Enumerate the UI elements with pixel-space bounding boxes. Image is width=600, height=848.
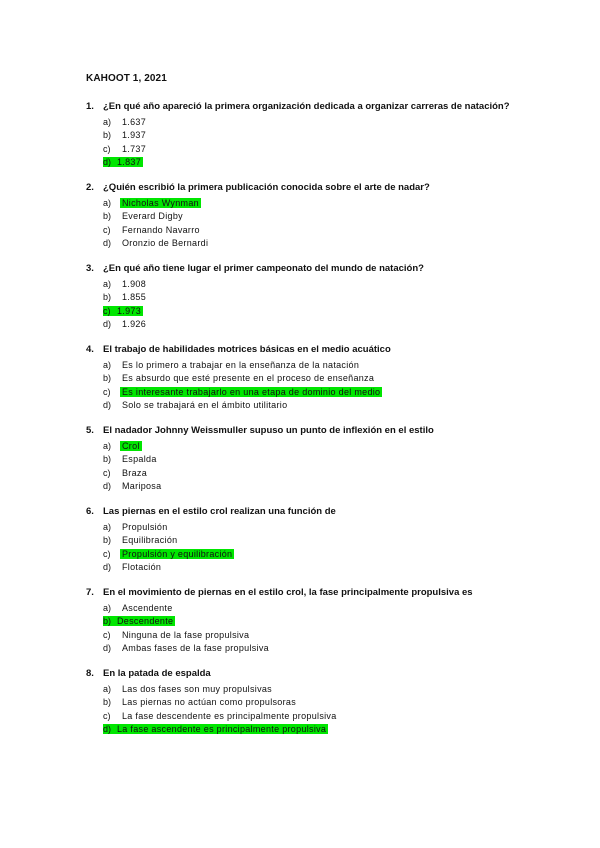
question-number: 2. — [86, 182, 94, 193]
option-letter: d) — [103, 400, 112, 411]
option-letter: c) — [103, 629, 111, 640]
question-number: 7. — [86, 587, 94, 598]
option-text: Las piernas no actúan como propulsoras — [122, 697, 296, 708]
option-letter: a) — [103, 279, 112, 289]
option-letter: b) — [103, 211, 112, 222]
option-letter: b) — [103, 373, 112, 384]
question-block — [86, 506, 586, 576]
question-header — [86, 668, 586, 682]
answer-option — [86, 522, 586, 535]
option-letter: c) — [103, 386, 111, 397]
question-text: En el movimiento de piernas en el estilo crol, la fase principalmente propulsiva es — [103, 587, 473, 598]
question-number: 8. — [86, 668, 94, 679]
option-text: Mariposa — [122, 481, 162, 492]
document-title: KAHOOT 1, 2021 — [86, 73, 167, 84]
answer-option — [86, 630, 586, 643]
answer-option — [86, 643, 586, 656]
option-text: Fernando Navarro — [122, 224, 200, 235]
question-block — [86, 263, 586, 333]
option-letter: d) — [103, 238, 112, 249]
option-letter: c) — [103, 548, 111, 559]
answer-option — [86, 481, 586, 494]
option-text: Crol — [122, 441, 140, 451]
answer-option — [86, 130, 586, 143]
option-text: Solo se trabajará en el ámbito utilitario — [122, 400, 288, 411]
option-letter: a) — [103, 198, 112, 208]
answer-option — [86, 454, 586, 467]
option-text: 1.973 — [117, 305, 142, 316]
option-letter: d) — [103, 643, 112, 654]
answer-option-correct — [86, 306, 586, 319]
answer-option — [86, 373, 586, 386]
option-letter: b) — [103, 292, 112, 303]
answer-option — [86, 468, 586, 481]
question-block — [86, 668, 586, 738]
option-text: Equilibración — [122, 535, 178, 546]
option-text: Ninguna de la fase propulsiva — [122, 629, 250, 640]
option-letter: d) — [103, 319, 112, 330]
option-letter: c) — [103, 467, 111, 478]
option-letter: a) — [103, 684, 112, 694]
answer-option — [86, 292, 586, 305]
option-letter: d) — [103, 157, 117, 167]
answer-option — [86, 684, 586, 697]
question-block — [86, 587, 586, 657]
option-letter: a) — [103, 117, 112, 127]
option-text: 1.855 — [122, 292, 147, 303]
answer-option — [86, 562, 586, 575]
question-header — [86, 101, 586, 115]
option-letter: b) — [103, 697, 112, 708]
answer-option — [86, 225, 586, 238]
question-block — [86, 344, 586, 414]
option-text: 1.637 — [122, 117, 147, 127]
question-text: El nadador Johnny Weissmuller supuso un punto de inflexión en el estilo — [103, 425, 434, 436]
answer-option-correct — [86, 157, 586, 170]
answer-option — [86, 238, 586, 251]
answer-option-correct — [86, 724, 586, 737]
option-text: Es interesante trabajarlo en una etapa de dominio del medio — [122, 386, 381, 397]
question-text: Las piernas en el estilo crol realizan una función de — [103, 506, 336, 517]
question-text: ¿En qué año apareció la primera organización dedicada a organizar carreras de natación? — [103, 101, 510, 112]
question-number: 4. — [86, 344, 94, 355]
option-list — [86, 117, 586, 171]
option-text: Flotación — [122, 562, 162, 573]
question-header — [86, 425, 586, 439]
option-text: Ambas fases de la fase propulsiva — [122, 643, 269, 654]
question-number: 6. — [86, 506, 94, 517]
option-letter: b) — [103, 130, 112, 141]
option-list — [86, 360, 586, 414]
option-text: Everard Digby — [122, 211, 183, 222]
option-letter: c) — [103, 224, 111, 235]
option-text: Espalda — [122, 454, 157, 465]
question-text: ¿Quién escribió la primera publicación conocida sobre el arte de nadar? — [103, 182, 430, 193]
question-header — [86, 263, 586, 277]
option-letter: c) — [103, 306, 117, 316]
question-header — [86, 506, 586, 520]
option-text: Es lo primero a trabajar en la enseñanza de la natación — [122, 360, 360, 370]
option-text: 1.837 — [117, 157, 142, 168]
option-letter: a) — [103, 441, 112, 451]
option-text: Propulsión y equilibración — [122, 548, 233, 559]
option-letter: b) — [103, 535, 112, 546]
answer-option — [86, 117, 586, 130]
option-list — [86, 279, 586, 333]
option-letter: a) — [103, 522, 112, 532]
answer-option — [86, 603, 586, 616]
option-text: Es absurdo que esté presente en el proceso de enseñanza — [122, 373, 375, 384]
answer-option — [86, 711, 586, 724]
question-number: 3. — [86, 263, 94, 274]
option-text: La fase descendente es principalmente propulsiva — [122, 710, 337, 721]
option-letter: d) — [103, 481, 112, 492]
question-number: 1. — [86, 101, 94, 112]
answer-option-correct — [86, 549, 586, 562]
question-header — [86, 587, 586, 601]
option-letter: c) — [103, 710, 111, 721]
option-text: 1.926 — [122, 319, 147, 330]
option-letter: b) — [103, 616, 117, 626]
option-text: Nicholas Wynman — [122, 198, 199, 208]
option-list — [86, 603, 586, 657]
question-text: El trabajo de habilidades motrices básicas en el medio acuático — [103, 344, 391, 355]
option-text: Braza — [122, 467, 148, 478]
option-text: 1.737 — [122, 143, 147, 154]
answer-option — [86, 211, 586, 224]
answer-option-correct — [86, 441, 586, 454]
question-block — [86, 425, 586, 495]
answer-option — [86, 535, 586, 548]
option-text: Propulsión — [122, 522, 168, 532]
option-text: 1.908 — [122, 279, 147, 289]
question-block — [86, 101, 586, 171]
option-text: Descendente — [117, 616, 174, 627]
answer-option — [86, 400, 586, 413]
answer-option — [86, 279, 586, 292]
option-list — [86, 522, 586, 576]
answer-option-correct — [86, 616, 586, 629]
option-list — [86, 441, 586, 495]
option-text: Ascendente — [122, 603, 173, 613]
question-header — [86, 182, 586, 196]
answer-option — [86, 360, 586, 373]
option-list — [86, 684, 586, 738]
question-block — [86, 182, 586, 252]
option-letter: d) — [103, 562, 112, 573]
option-text: Las dos fases son muy propulsivas — [122, 684, 272, 694]
option-text: Oronzio de Bernardi — [122, 238, 209, 249]
option-text: La fase ascendente es principalmente propulsiva — [117, 724, 327, 735]
answer-option — [86, 144, 586, 157]
option-letter: d) — [103, 724, 117, 734]
question-number: 5. — [86, 425, 94, 436]
option-letter: b) — [103, 454, 112, 465]
option-text: 1.937 — [122, 130, 147, 141]
answer-option-correct — [86, 198, 586, 211]
answer-option-correct — [86, 387, 586, 400]
question-text: En la patada de espalda — [103, 668, 211, 679]
option-letter: a) — [103, 603, 112, 613]
option-letter: a) — [103, 360, 112, 370]
answer-option — [86, 697, 586, 710]
option-list — [86, 198, 586, 252]
question-text: ¿En qué año tiene lugar el primer campeonato del mundo de natación? — [103, 263, 424, 274]
question-header — [86, 344, 586, 358]
option-letter: c) — [103, 143, 111, 154]
answer-option — [86, 319, 586, 332]
